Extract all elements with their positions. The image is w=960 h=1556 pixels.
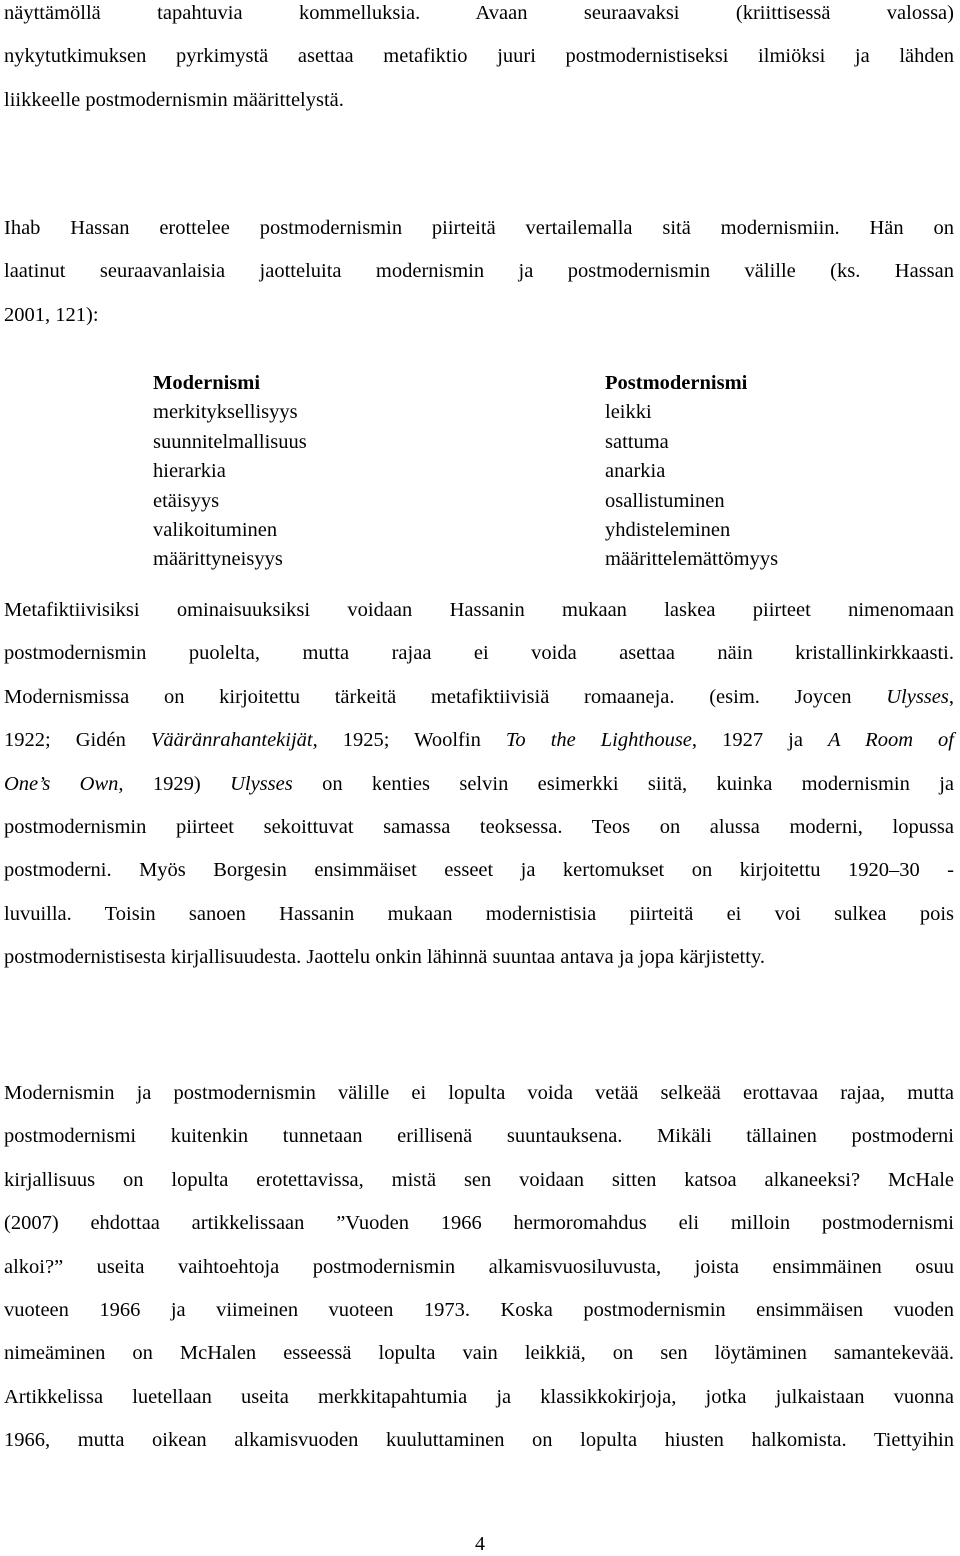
text-line: Artikkelissa luetellaan useita merkkitapahtumia ja klassikkokirjoja, jotka julkaistaan vuonna [4,1385,954,1408]
paragraph-intro [4,0,954,122]
text-line: Metafiktiivisiksi ominaisuuksiksi voidaan Hassanin mukaan laskea piirteet nimenomaan [4,599,954,621]
text-line: 2001, 121): [4,303,99,326]
text-segment: on kenties selvin esimerkki siitä, kuinka modernismin ja [292,772,955,795]
list-item: leikki [605,401,652,424]
page-number: 4 [475,1533,485,1555]
text-line [4,719,954,762]
list-item: osallistuminen [605,489,725,512]
text-segment: 1929) [123,772,231,795]
text-line: luvuilla. Toisin sanoen Hassanin mukaan modernistisia piirteitä ei voi sulkea pois [4,902,954,925]
modernism-column [153,369,307,575]
paragraph-mchale [4,1072,954,1463]
postmodernism-column [605,369,778,575]
text-line: laatinut seuraavanlaisia jaotteluita modernismin ja postmodernismin välille (ks. Hassan [4,260,954,283]
text-line: postmoderni. Myös Borgesin ensimmäiset esseet ja kertomukset on kirjoitettu 1920–30 - [4,859,954,882]
text-segment: , [948,685,954,708]
text-line: postmodernistisesta kirjallisuudesta. Jaottelu onkin lähinnä suuntaa antava ja jopa kärjistetty. [4,946,765,969]
text-line: nimeäminen on McHalen esseessä lopulta vain leikkiä, on sen löytäminen samantekevää. [4,1342,954,1365]
list-item: määrittyneisyys [153,548,283,571]
text-line: Modernismin ja postmodernismin välille ei lopulta voida vetää selkeää erottavaa rajaa, mutta [4,1082,954,1104]
text-line: (2007) ehdottaa artikkelissaan ”Vuoden 1966 hermoromahdus eli milloin postmodernismi [4,1212,954,1235]
text-line: postmodernismin piirteet sekoittuvat samassa teoksessa. Teos on alussa moderni, lopussa [4,816,954,839]
text-line [4,676,954,719]
text-line: postmodernismin puolelta, mutta rajaa ei voida asettaa näin kristallinkirkkaasti. [4,642,954,665]
text-segment: , 1927 ja [691,729,828,752]
text-line [4,763,954,806]
text-segment: 1922; Gidén [4,729,151,752]
list-item: määrittelemättömyys [605,548,779,571]
book-title: Ulysses [886,685,949,708]
text-line: postmodernismi kuitenkin tunnetaan erillisenä suuntauksena. Mikäli tällainen postmoderni [4,1125,954,1148]
list-item: hierarkia [153,460,226,483]
list-item: etäisyys [153,489,220,512]
text-line: nykytutkimuksen pyrkimystä asettaa metafiktio juuri postmodernistiseksi ilmiöksi ja lähden [4,45,954,68]
column-header-postmodernism: Postmodernismi [605,372,748,394]
paragraph-hassan [4,207,954,337]
list-item: anarkia [605,460,666,483]
text-line: 1966, mutta oikean alkamisvuoden kuuluttaminen on lopulta hiusten halkomista. Tiettyihin [4,1429,954,1452]
text-line: kirjallisuus on lopulta erotettavissa, mistä sen voidaan sitten katsoa alkaneeksi? McHale [4,1168,954,1191]
text-segment: Modernismissa on kirjoitettu tärkeitä metafiktiivisiä romaaneja. (esim. Joycen [4,685,887,708]
list-item: valikoituminen [153,519,278,542]
column-header-modernism: Modernismi [153,372,261,394]
book-title: One’s Own, [4,772,124,795]
book-title: Vääränrahantekijät [150,729,313,752]
text-line: näyttämöllä tapahtuvia kommelluksia. Avaan seuraavaksi (kriittisessä valossa) [4,2,954,24]
text-line: alkoi?” useita vaihtoehtoja postmodernismin alkamisvuosiluvusta, joista ensimmäinen osuu [4,1255,954,1278]
list-item: yhdisteleminen [605,519,731,542]
text-line: vuoteen 1966 ja viimeinen vuoteen 1973. Koska postmodernismin ensimmäisen vuoden [4,1299,954,1322]
text-line: liikkeelle postmodernismin määrittelystä. [4,88,344,111]
book-title: Ulysses [230,772,293,795]
list-item: suunnitelmallisuus [153,430,307,453]
book-title: To the Lighthouse [505,729,692,752]
paragraph-metafiction [4,589,954,980]
text-line: Ihab Hassan erottelee postmodernismin piirteitä vertailemalla sitä modernismiin. Hän on [4,217,954,239]
text-segment: , 1925; Woolfin [312,729,506,752]
list-item: merkityksellisyys [153,401,298,424]
list-item: sattuma [605,430,669,453]
book-title: A Room of [827,729,954,752]
